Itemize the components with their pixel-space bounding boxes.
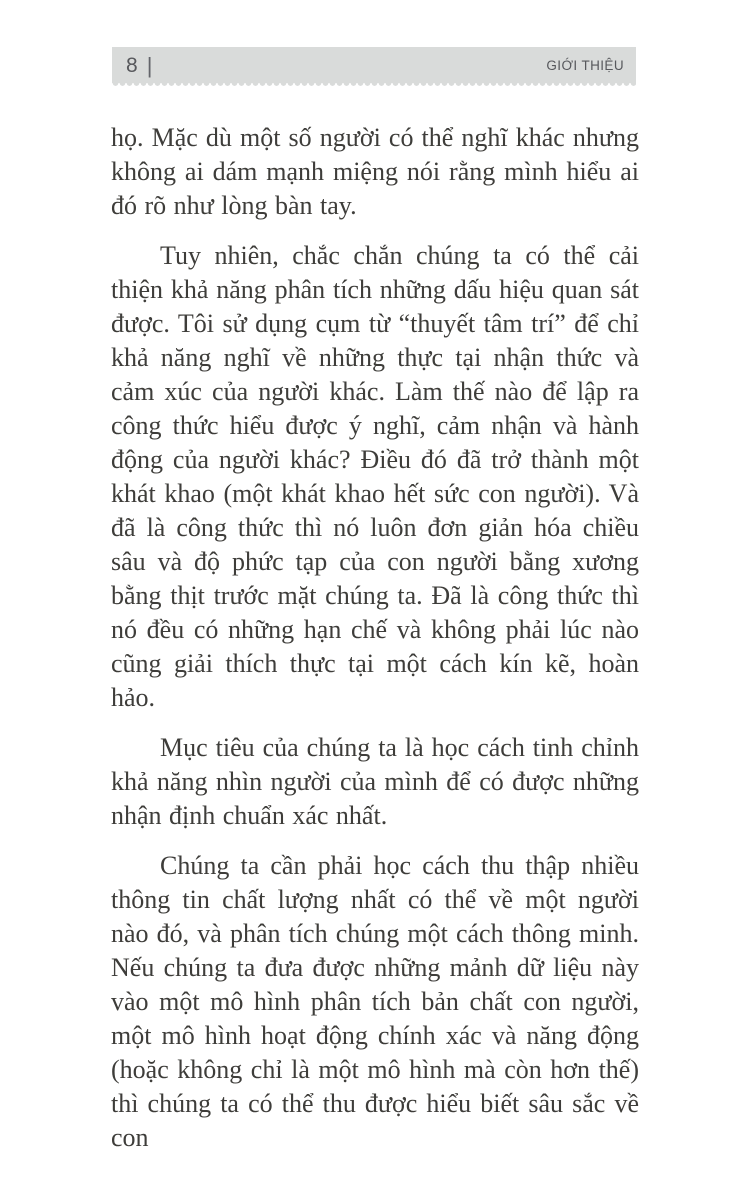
page-number: 8 (126, 53, 138, 77)
page-header-left (126, 54, 152, 76)
paragraph: Tuy nhiên, chắc chắn chúng ta có thể cải thiện khả năng phân tích những dấu hiệu quan sát được. Tôi sử dụng cụm từ “thuyết tâm trí” để chỉ khả năng nghĩ về những thực tại nhận thức và cảm xúc của người khác. Làm thế nào để lập ra công thức hiểu được ý nghĩ, cảm nhận và hành động của người khác? Điều đó đã trở thành một khát khao (một khát khao hết sức con người). Và đã là công thức thì nó luôn đơn giản hóa chiều sâu và độ phức tạp của con người bằng xương bằng thịt trước mặt chúng ta. Đã là công thức thì nó đều có những hạn chế và không phải lúc nào cũng giải thích thực tại một cách kín kẽ, hoàn hảo. (111, 241, 639, 712)
header-perforated-edge (112, 83, 636, 88)
page-header-bar (112, 47, 636, 83)
paragraph: Mục tiêu của chúng ta là học cách tinh chỉnh khả năng nhìn người của mình để có được những nhận định chuẩn xác nhất. (111, 733, 639, 830)
paragraph: Chúng ta cần phải học cách thu thập nhiều thông tin chất lượng nhất có thể về một người nào đó, và phân tích chúng một cách thông minh. Nếu chúng ta đưa được những mảnh dữ liệu này vào một mô hình phân tích bản chất con người, một mô hình hoạt động chính xác và năng động (hoặc không chỉ là một mô hình mà còn hơn thế) thì chúng ta có thể thu được hiểu biết sâu sắc về con (111, 851, 639, 1152)
page-number-divider: | (146, 53, 153, 78)
page-body-text (111, 121, 639, 1155)
paragraph: họ. Mặc dù một số người có thể nghĩ khác nhưng không ai dám mạnh miệng nói rằng mình hiểu ai đó rõ như lòng bàn tay. (111, 123, 639, 220)
section-title: GIỚI THIỆU (546, 57, 624, 73)
